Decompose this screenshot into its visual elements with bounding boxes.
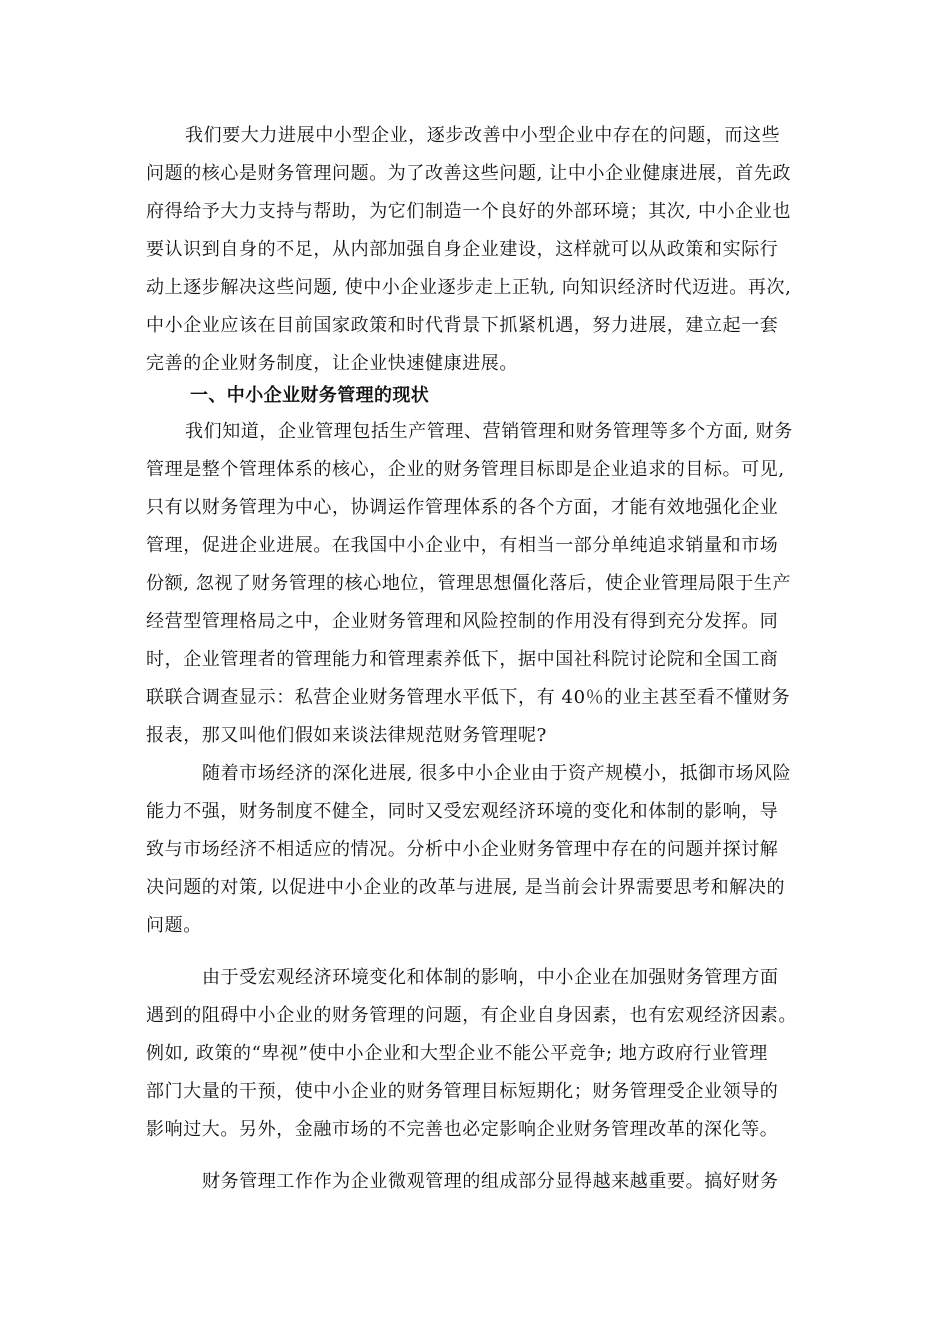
paragraph-1-line-7: 完善的企业财务制度，让企业快速健康进展。	[146, 353, 518, 374]
paragraph-2-line-7: 时，企业管理者的管理能力和管理素养低下，据中国社科院讨论院和全国工商	[146, 649, 779, 670]
paragraph-2-line-5: 份额, 忽视了财务管理的核心地位，管理思想僵化落后，使企业管理局限于生产	[146, 573, 792, 594]
paragraph-2-line-1: 我们知道，企业管理包括生产管理、营销管理和财务管理等多个方面, 财务	[185, 421, 793, 442]
paragraph-2-line-2: 管理是整个管理体系的核心，企业的财务管理目标即是企业追求的目标。可见,	[146, 459, 785, 480]
paragraph-4-line-3: 例如, 政策的“卑视”使中小企业和大型企业不能公平竞争; 地方政府行业管理	[146, 1043, 768, 1064]
paragraph-3-line-4: 决问题的对策, 以促进中小企业的改革与进展, 是当前会计界需要思考和解决的	[146, 877, 786, 898]
paragraph-4-line-2: 遇到的阻碍中小企业的财务管理的问题，有企业自身因素，也有宏观经济因素。	[146, 1005, 797, 1026]
section-heading: 一、中小企业财务管理的现状	[190, 385, 430, 406]
paragraph-2-line-8: 联联合调查显示：私营企业财务管理水平低下，有 40％的业主甚至看不懂财务	[146, 687, 791, 708]
paragraph-2-line-9: 报表，那又叫他们假如来谈法律规范财务管理呢?	[146, 725, 547, 746]
paragraph-1-line-4: 要认识到自身的不足，从内部加强自身企业建设，这样就可以从政策和实际行	[146, 239, 779, 260]
paragraph-1-line-5: 动上逐步解决这些问题, 使中小企业逐步走上正轨, 向知识经济时代迈进。再次,	[146, 277, 792, 298]
paragraph-1-line-2: 问题的核心是财务管理问题。为了改善这些问题, 让中小企业健康进展，首先政	[146, 163, 792, 184]
paragraph-1-line-3: 府得给予大力支持与帮助，为它们制造一个良好的外部环境；其次, 中小企业也	[146, 201, 792, 222]
paragraph-3-line-3: 致与市场经济不相适应的情况。分析中小企业财务管理中存在的问题并探讨解	[146, 839, 779, 860]
paragraph-5-line-1: 财务管理工作作为企业微观管理的组成部分显得越来越重要。搞好财务	[202, 1171, 779, 1192]
paragraph-3-line-5: 问题。	[146, 915, 202, 936]
paragraph-4-line-5: 影响过大。另外，金融市场的不完善也必定影响企业财务管理改革的深化等。	[146, 1119, 779, 1140]
paragraph-3-line-2: 能力不强，财务制度不健全，同时又受宏观经济环境的变化和体制的影响，导	[146, 801, 779, 822]
paragraph-1-line-6: 中小企业应该在目前国家政策和时代背景下抓紧机遇，努力进展，建立起一套	[146, 315, 779, 336]
paragraph-1-line-1: 我们要大力进展中小型企业，逐步改善中小型企业中存在的问题，而这些	[185, 125, 781, 146]
paragraph-4-line-1: 由于受宏观经济环境变化和体制的影响，中小企业在加强财务管理方面	[202, 967, 779, 988]
paragraph-2-line-4: 管理，促进企业进展。在我国中小企业中，有相当一部分单纯追求销量和市场	[146, 535, 779, 556]
paragraph-2-line-6: 经营型管理格局之中，企业财务管理和风险控制的作用没有得到充分发挥。同	[146, 611, 779, 632]
paragraph-4-line-4: 部门大量的干预，使中小企业的财务管理目标短期化；财务管理受企业领导的	[146, 1081, 779, 1102]
paragraph-2-line-3: 只有以财务管理为中心，协调运作管理体系的各个方面，才能有效地强化企业	[146, 497, 779, 518]
paragraph-3-line-1: 随着市场经济的深化进展, 很多中小企业由于资产规模小，抵御市场风险	[202, 763, 792, 784]
